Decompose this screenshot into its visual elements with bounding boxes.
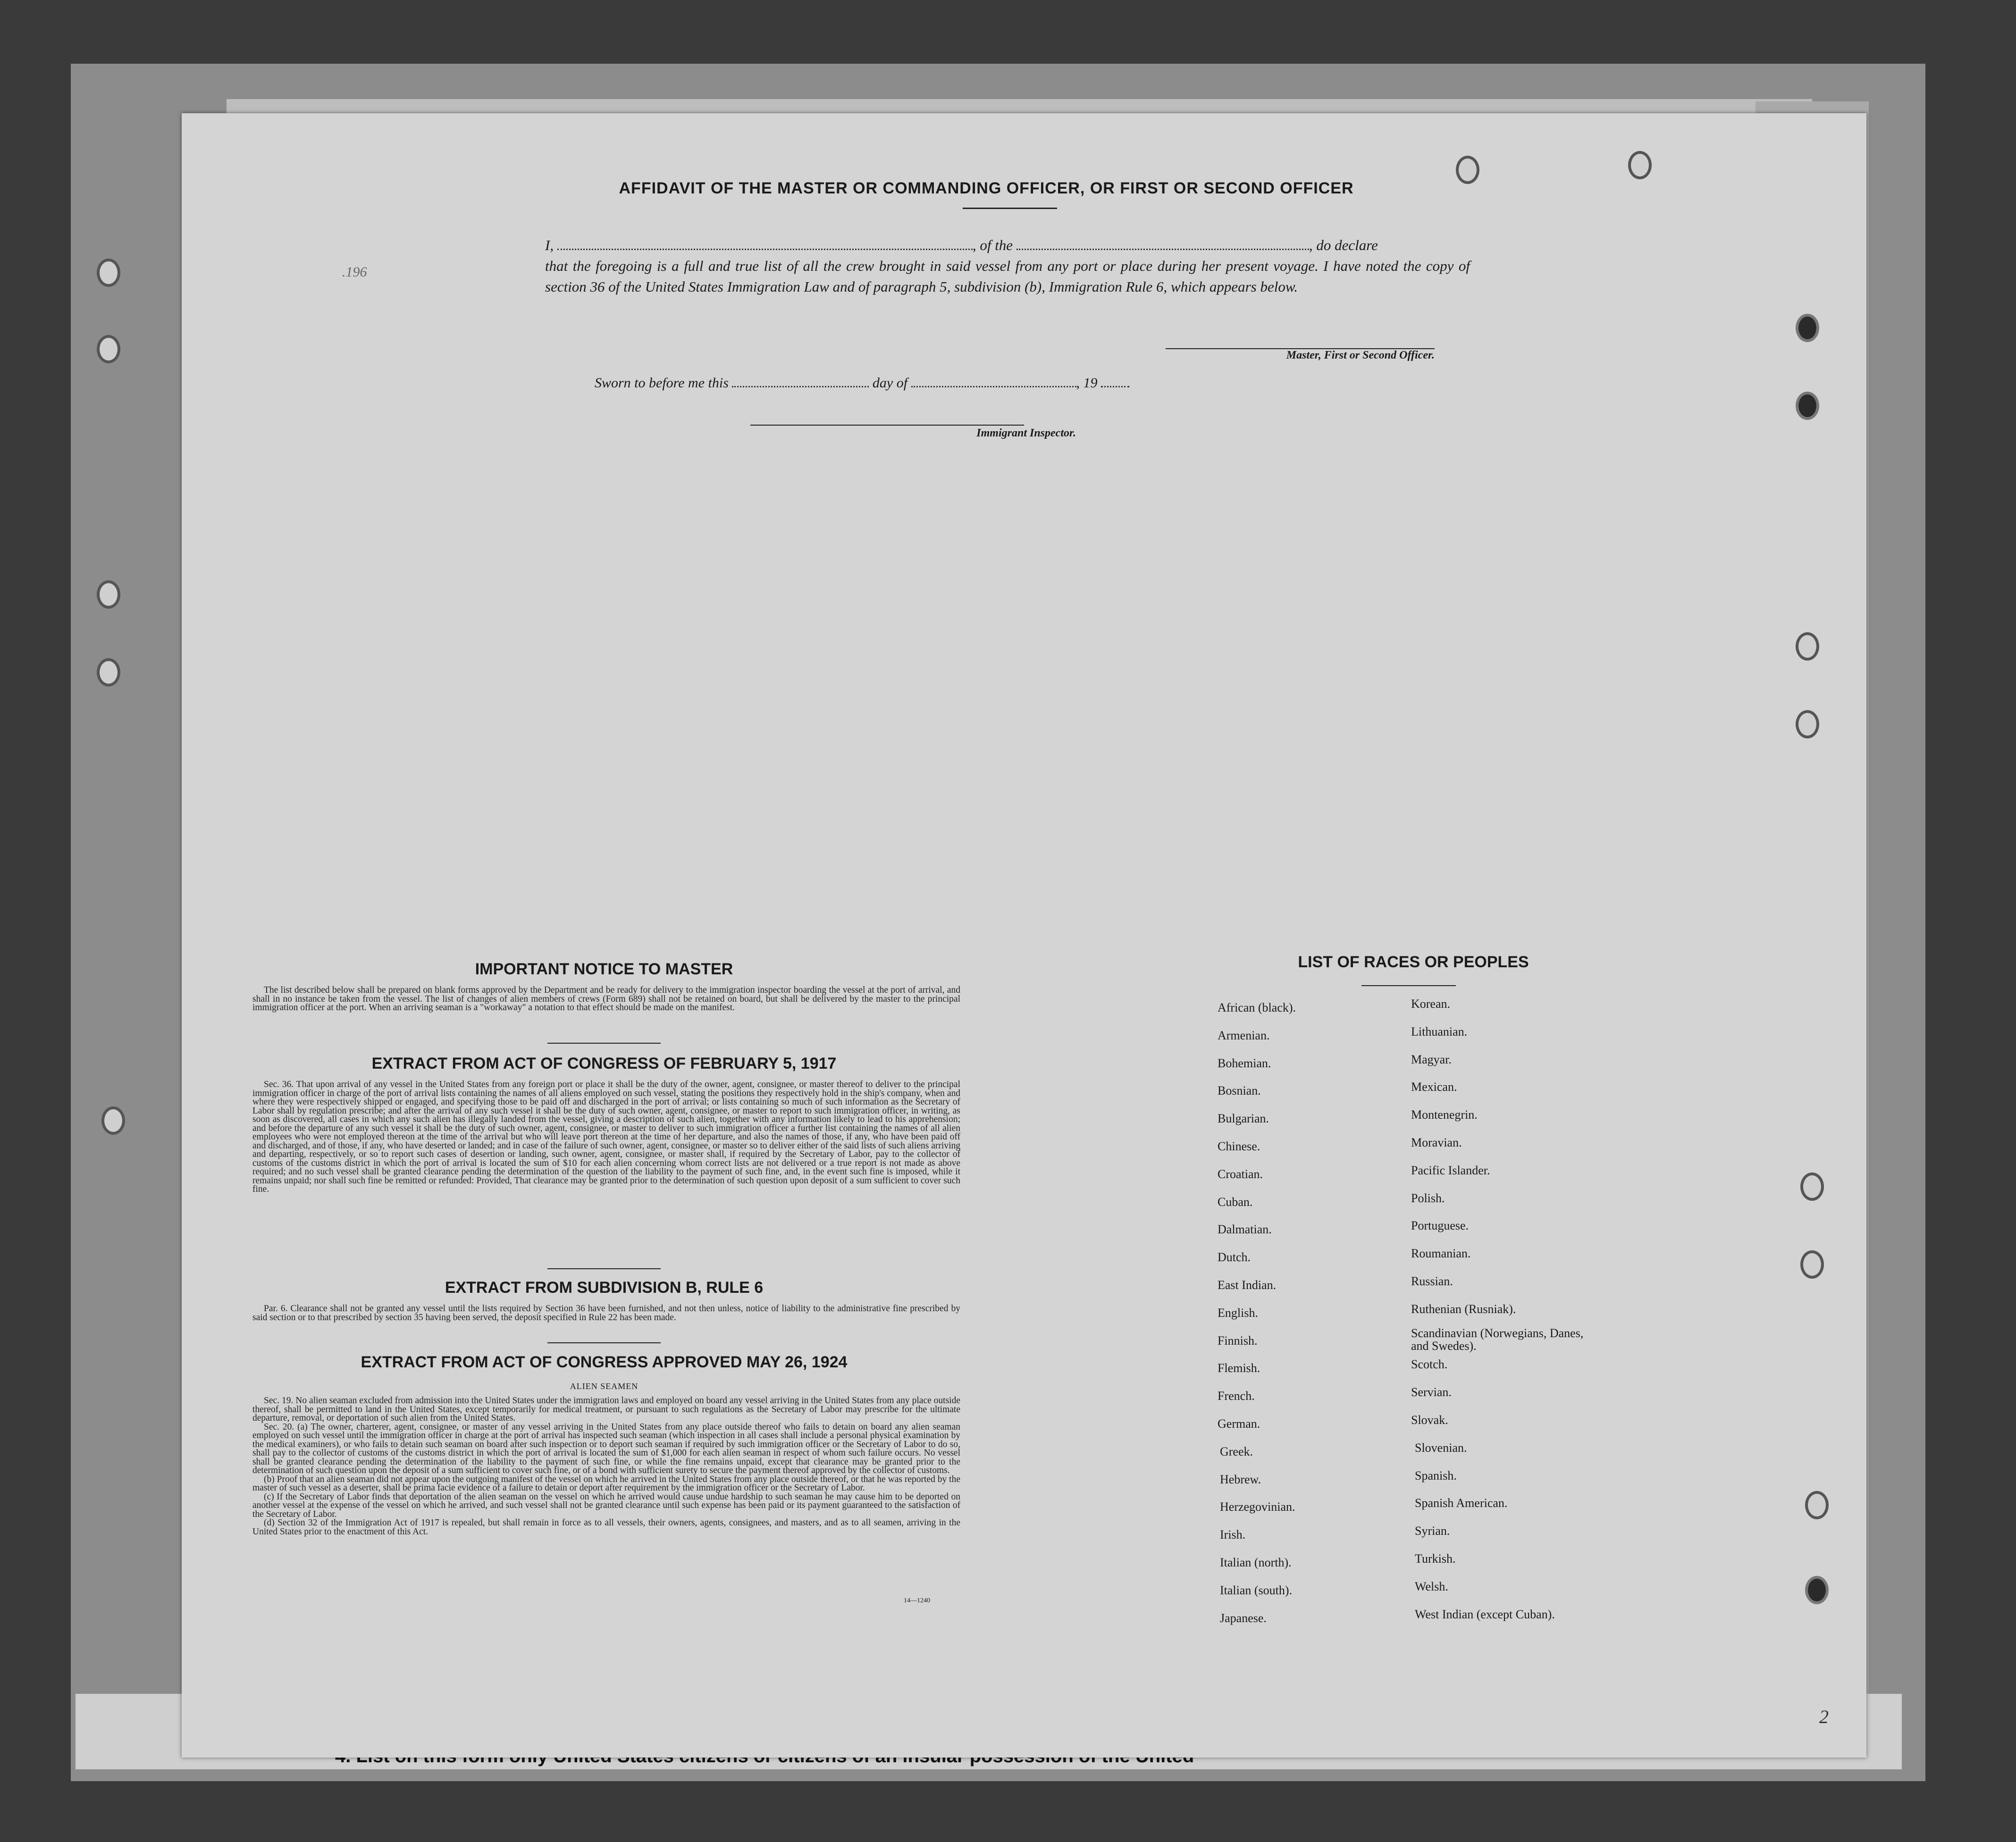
binder-hole-icon (97, 335, 120, 363)
extract-1917-text (252, 1080, 960, 1194)
race-item: Greek. (1220, 1444, 1253, 1458)
race-item: Polish. (1411, 1191, 1445, 1205)
day-of-label: day of (872, 375, 908, 391)
section-19-paragraph: Sec. 19. No alien seaman excluded from admission into the United States under the immigration laws and employed on board any vessel arriving in the United States from any place outside thereof, shall be permitted to land in the United States, except temporarily for medical treatment, or pursuant to such regulations as the Secretary of Labor may prescribe for the ultimate departure, removal, or deportation of such alien from the United States. (252, 1396, 960, 1423)
race-item: Lithuanian. (1411, 1024, 1468, 1038)
race-item: Hebrew. (1220, 1472, 1261, 1486)
binder-hole-icon (1800, 1250, 1824, 1279)
race-item: Spanish. (1415, 1468, 1457, 1482)
race-item: English. (1218, 1306, 1258, 1320)
race-item: Scandinavian (Norwegians, Danes, and Swedes). (1411, 1326, 1584, 1353)
race-item: French. (1218, 1389, 1255, 1403)
sworn-month-field[interactable] (911, 386, 1076, 387)
race-item: Syrian. (1415, 1524, 1450, 1538)
race-item: Magyar. (1411, 1052, 1452, 1066)
race-item: Pacific Islander. (1411, 1163, 1490, 1177)
section-36-paragraph: Sec. 36. That upon arrival of any vessel in the United States from any foreign port or place it shall be the duty of the owner, agent, consignee, or master thereof to deliver to the principal immigration officer in charge of the port of arrival lists containing the names of all aliens employed on such vessel, stating the positions they respectively hold in the ship's company, when and where they were respectively shipped or engaged, and specifying those to be paid off and discharged in the port of arrival; or lists containing so much of such information as the Secretary of Labor shall by regulation prescribe; and after the arrival of any such vessel it shall be the duty of such owner, agent, consignee, or master to report to such immigration officer, in writing, as soon as discovered, all cases in which any such alien has illegally landed from the vessel, giving a description of such alien, together with any information likely to lead to his apprehension; and before the departure of any such vessel it shall be the duty of such owner, agent, consignee, or master to deliver to such immigration officer a further list containing the names of all alien employees who were not employed thereon at the time of the arrival but who will leave port thereon at the time of her departure, and also the names of those, if any, who have been paid off and discharged, and of those, if any, who have deserted or landed; and in case of the failure of such owner, agent, consignee, or master so to deliver either of the said lists of such aliens arriving and departing, respectively, or so to report such cases of desertion or landing, such owner, agent, consignee, or master shall, if required by the Secretary of Labor, pay to the collector of customs of the customs district in which the port of arrival is located the sum of $10 for each alien concerning whom correct lists are not delivered or a true report is not made as above required; and no such vessel shall be granted clearance pending the determination of the question of the liability to the payment of such fine, and, in the event such fine is imposed, while it remains unpaid; nor shall such fine be remitted or refunded: Provided, That clearance may be granted prior to the determination of such question upon deposit of a sum sufficient to cover such fine. (252, 1080, 960, 1194)
race-item: Bosnian. (1218, 1084, 1261, 1098)
race-item: West Indian (except Cuban). (1415, 1607, 1555, 1621)
binder-hole-icon (1805, 1491, 1829, 1519)
declaration-text: that the foregoing is a full and true list of all the crew brought in said vessel from any port or place during her present voyage. I have noted the copy of section 36 of the United States Immigration Law and of paragraph 5, subdivision (b), Immigration Rule 6, which appears below. (545, 258, 1470, 295)
inspector-label: Immigrant Inspector. (976, 427, 1076, 439)
binder-hole-icon (97, 658, 120, 687)
margin-mark: .196 (342, 264, 367, 280)
year-label: , 19 (1076, 375, 1098, 391)
sworn-label: Sworn to before me this (595, 375, 729, 391)
section-20c-paragraph: (c) If the Secretary of Labor finds that deportation of the alien seaman on the vessel on which he arrived would cause undue hardship to such seaman he may cause him to be deported on another vessel at the expense of the vessel on which he arrived, and such vessel shall not be granted clearance until such expense has been paid or its payment guaranteed to the satisfaction of the Secretary of Labor. (252, 1491, 960, 1519)
section-20a-paragraph: Sec. 20. (a) The owner, charterer, agent, consignee, or master of any vessel arriving in the United States from any place outside thereof who fails to detain on board any alien seaman employed on such vessel until the immigration officer in charge at the port of arrival has inspected such seaman (which inspection in all cases shall include a personal physical examination by the medical examiners), or who fails to detain such seaman on board after such inspection or to deport such seaman if required by such immigration officer or the Secretary of Labor to do so, shall pay to the collector of customs of the customs district in which the port of arrival is located the sum of $1,000 for each alien seaman in respect of whom such failure occurs. No vessel shall be granted clearance pending the determination of the liability to the payment of such fine, or while the fine remains unpaid, except that clearance may be granted prior to the determination of such question upon the deposit of a sum sufficient to cover such fine, or of a bond with sufficient surety to secure the payment thereof approved by the collector of customs. (252, 1422, 960, 1475)
binder-hole-icon (1796, 710, 1819, 738)
section-20d-paragraph: (d) Section 32 of the Immigration Act of 1917 is repealed, but shall remain in force as to all vessels, their owners, agents, consignees, and masters, and as to all seamen, arriving in the United States prior to the enactment of this Act. (252, 1518, 960, 1537)
races-list-title: LIST OF RACES OR PEOPLES (1298, 953, 1529, 971)
extract-rule6-title: EXTRACT FROM SUBDIVISION B, RULE 6 (445, 1279, 764, 1297)
section-20b-paragraph: (b) Proof that an alien seaman did not appear upon the outgoing manifest of the vessel on which he arrived in the United States from any place outside thereof, or that he was reported by the master of such vessel as a deserter, shall be prima facie evidence of a failure to detain or deport after requirement by the immigration officer or the Secretary of Labor. (252, 1474, 960, 1493)
race-item: Roumanian. (1411, 1247, 1471, 1261)
declarant-name-field[interactable] (557, 249, 973, 250)
affidavit-body (545, 235, 1470, 297)
race-item: Mexican. (1411, 1080, 1457, 1094)
race-item: African (black). (1218, 1001, 1296, 1014)
alien-seamen-subtitle: ALIEN SEAMEN (570, 1382, 638, 1391)
race-item: Slovak. (1411, 1413, 1448, 1427)
paragraph-6: Par. 6. Clearance shall not be granted any vessel until the lists required by Section 36 have been furnished, and not then unless, notice of liability to the administrative fine prescribed by said section or to that prescribed by section 35 having been served, the deposit specified in Rule 22 has been made. (252, 1304, 960, 1323)
extract-1924-text (252, 1397, 960, 1536)
race-item: Irish. (1220, 1528, 1246, 1542)
affidavit-title: AFFIDAVIT OF THE MASTER OR COMMANDING OFFICER, OR FIRST OR SECOND OFFICER (619, 179, 1354, 197)
race-item: Bohemian. (1218, 1056, 1271, 1070)
race-item: Cuban. (1218, 1195, 1253, 1209)
master-signature-label: Master, First or Second Officer. (1286, 349, 1435, 361)
race-item: German. (1218, 1417, 1260, 1431)
race-item: East Indian. (1218, 1278, 1277, 1292)
title-rule (963, 208, 1057, 209)
race-item: Bulgarian. (1218, 1112, 1269, 1126)
sworn-line (595, 375, 1129, 391)
binder-hole-icon (1796, 314, 1819, 342)
section-divider (547, 1043, 661, 1044)
race-item: Montenegrin. (1411, 1108, 1478, 1122)
binder-hole-icon (1800, 1172, 1824, 1201)
binder-hole-icon (1796, 392, 1819, 420)
race-item: Portuguese. (1411, 1219, 1469, 1233)
vessel-name-field[interactable] (1016, 249, 1309, 250)
extract-rule6-text (252, 1305, 960, 1322)
race-item: Ruthenian (Rusniak). (1411, 1302, 1516, 1316)
declarant-prefix: I, (545, 237, 554, 253)
race-item: Finnish. (1218, 1333, 1258, 1348)
race-item: Moravian. (1411, 1136, 1462, 1149)
extract-1917-title: EXTRACT FROM ACT OF CONGRESS OF FEBRUARY 5, 1917 (371, 1055, 837, 1072)
race-item: Croatian. (1218, 1167, 1263, 1181)
race-item: Dutch. (1218, 1250, 1251, 1264)
notice-title: IMPORTANT NOTICE TO MASTER (475, 960, 733, 978)
race-item: Welsh. (1415, 1579, 1448, 1593)
race-item: Italian (south). (1220, 1583, 1293, 1597)
notice-paragraph: The list described below shall be prepared on blank forms approved by the Department and be ready for delivery to the immigration inspector boarding the vessel at the port of arrival, and shall in no instance be taken from the vessel. The list of changes of alien members of crews (Form 689) shall not be retained on board, but shall be delivered by the master to the principal immigration officer at the port. When an arriving seaman is a "workaway" a notation to that effect should be made on the manifest. (252, 985, 960, 1013)
race-item: Chinese. (1218, 1139, 1260, 1153)
notice-text (252, 986, 960, 1013)
form-number: 14—1240 (904, 1597, 930, 1604)
race-item: Herzegovinian. (1220, 1500, 1295, 1514)
inspector-signature-line[interactable] (750, 425, 1024, 426)
race-item: Dalmatian. (1218, 1222, 1272, 1237)
binder-hole-icon (1805, 1576, 1829, 1604)
race-item: Spanish American. (1415, 1496, 1508, 1510)
do-declare-label: , do declare (1309, 237, 1378, 253)
race-item: Italian (north). (1220, 1556, 1292, 1569)
sworn-year-field[interactable] (1101, 386, 1129, 387)
binder-hole-icon (1796, 632, 1819, 661)
sworn-day-field[interactable] (732, 386, 869, 387)
section-divider (547, 1342, 661, 1343)
races-title-rule (1361, 985, 1456, 986)
race-item: Flemish. (1218, 1361, 1260, 1375)
race-item: Slovenian. (1415, 1440, 1467, 1455)
binder-hole-icon (97, 580, 120, 609)
race-item: Servian. (1411, 1385, 1452, 1399)
race-item: Scotch. (1411, 1357, 1448, 1372)
race-item: Turkish. (1415, 1552, 1456, 1566)
race-item: Japanese. (1220, 1611, 1267, 1625)
race-item: Korean. (1411, 997, 1451, 1011)
extract-1924-title: EXTRACT FROM ACT OF CONGRESS APPROVED MAY 26, 1924 (361, 1353, 848, 1371)
race-item: Armenian. (1218, 1028, 1270, 1042)
section-divider (547, 1268, 661, 1269)
race-item: Russian. (1411, 1274, 1453, 1288)
page-number: 2 (1819, 1706, 1829, 1727)
binder-hole-icon (97, 259, 120, 287)
binder-hole-icon (101, 1106, 125, 1135)
binder-hole-icon (1628, 151, 1652, 179)
of-the-label: , of the (972, 237, 1013, 253)
